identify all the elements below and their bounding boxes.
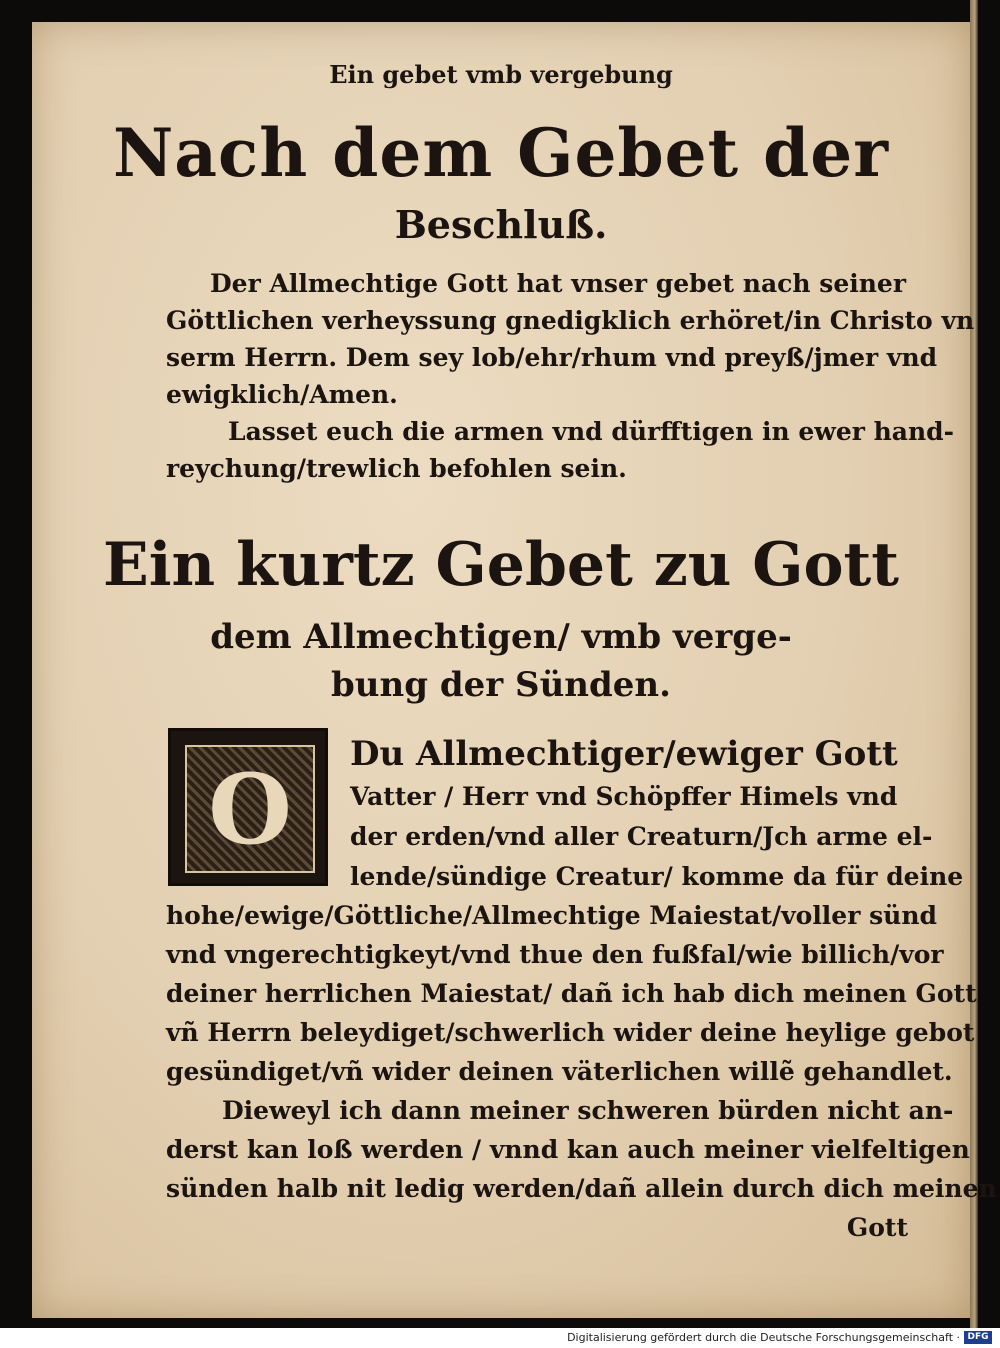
footer-bar xyxy=(0,1328,1000,1348)
text-line: Dieweyl ich dann meiner schweren bürden nicht an- xyxy=(222,1096,954,1125)
section1-title: Nach dem Gebet der xyxy=(112,114,890,192)
text-line: deiner herrlichen Maiestat/ dañ ich hab dich meinen Gott xyxy=(166,979,977,1008)
text-line: lende/sündige Creatur/ komme da für deine xyxy=(350,862,964,891)
text-line: gesündiget/vñ wider deinen väterlichen willẽ gehandlet. xyxy=(166,1057,953,1086)
section1-title-cont: Beschluß. xyxy=(394,202,608,247)
catchword: Gott xyxy=(846,1213,908,1242)
text-line: Vatter / Herr vnd Schöpffer Himels vnd xyxy=(350,782,898,811)
text-line: vnd vngerechtigkeyt/vnd thue den fußfal/wie billich/vor xyxy=(166,940,944,969)
text-line: Der Allmechtige Gott hat vnser gebet nach seiner xyxy=(210,269,906,298)
text-line: hohe/ewige/Göttliche/Allmechtige Maiestat/voller sünd xyxy=(166,901,937,930)
text-line: Du Allmechtiger/ewiger Gott xyxy=(350,734,898,774)
funding-credit: Digitalisierung gefördert durch die Deutsche Forschungsgemeinschaft · xyxy=(567,1331,960,1344)
text-line: reychung/trewlich befohlen sein. xyxy=(166,454,627,483)
text-line: der erden/vnd aller Creaturn/Jch arme el- xyxy=(350,822,933,851)
section2-subtitle-line2: bung der Sünden. xyxy=(331,665,671,705)
text-line: sünden halb nit ledig werden/dañ allein durch dich meinen xyxy=(166,1174,997,1203)
dfg-logo-icon[interactable]: DFG xyxy=(964,1331,992,1344)
book-page xyxy=(32,22,997,1318)
initial-letter: O xyxy=(208,753,292,866)
text-line: Göttlichen verheyssung gnedigklich erhöret/in Christo vn xyxy=(166,306,975,335)
text-line: serm Herrn. Dem sey lob/ehr/rhum vnd preyß/jmer vnd xyxy=(166,343,938,372)
section2-subtitle-line1: dem Allmechtigen/ vmb verge- xyxy=(210,617,792,657)
text-line: derst kan loß werden / vnnd kan auch meiner vielfeltigen xyxy=(166,1135,970,1164)
text-line: vñ Herrn beleydiget/schwerlich wider deine heylige gebot xyxy=(166,1018,975,1047)
decorated-initial xyxy=(168,728,328,886)
text-line: ewigklich/Amen. xyxy=(166,380,398,409)
running-head: Ein gebet vmb vergebung xyxy=(329,60,673,89)
initial-ornament xyxy=(185,745,315,873)
page-edge xyxy=(970,0,978,1328)
section2-title: Ein kurtz Gebet zu Gott xyxy=(103,530,899,600)
text-line: Lasset euch die armen vnd dürfftigen in ewer hand- xyxy=(228,417,955,446)
